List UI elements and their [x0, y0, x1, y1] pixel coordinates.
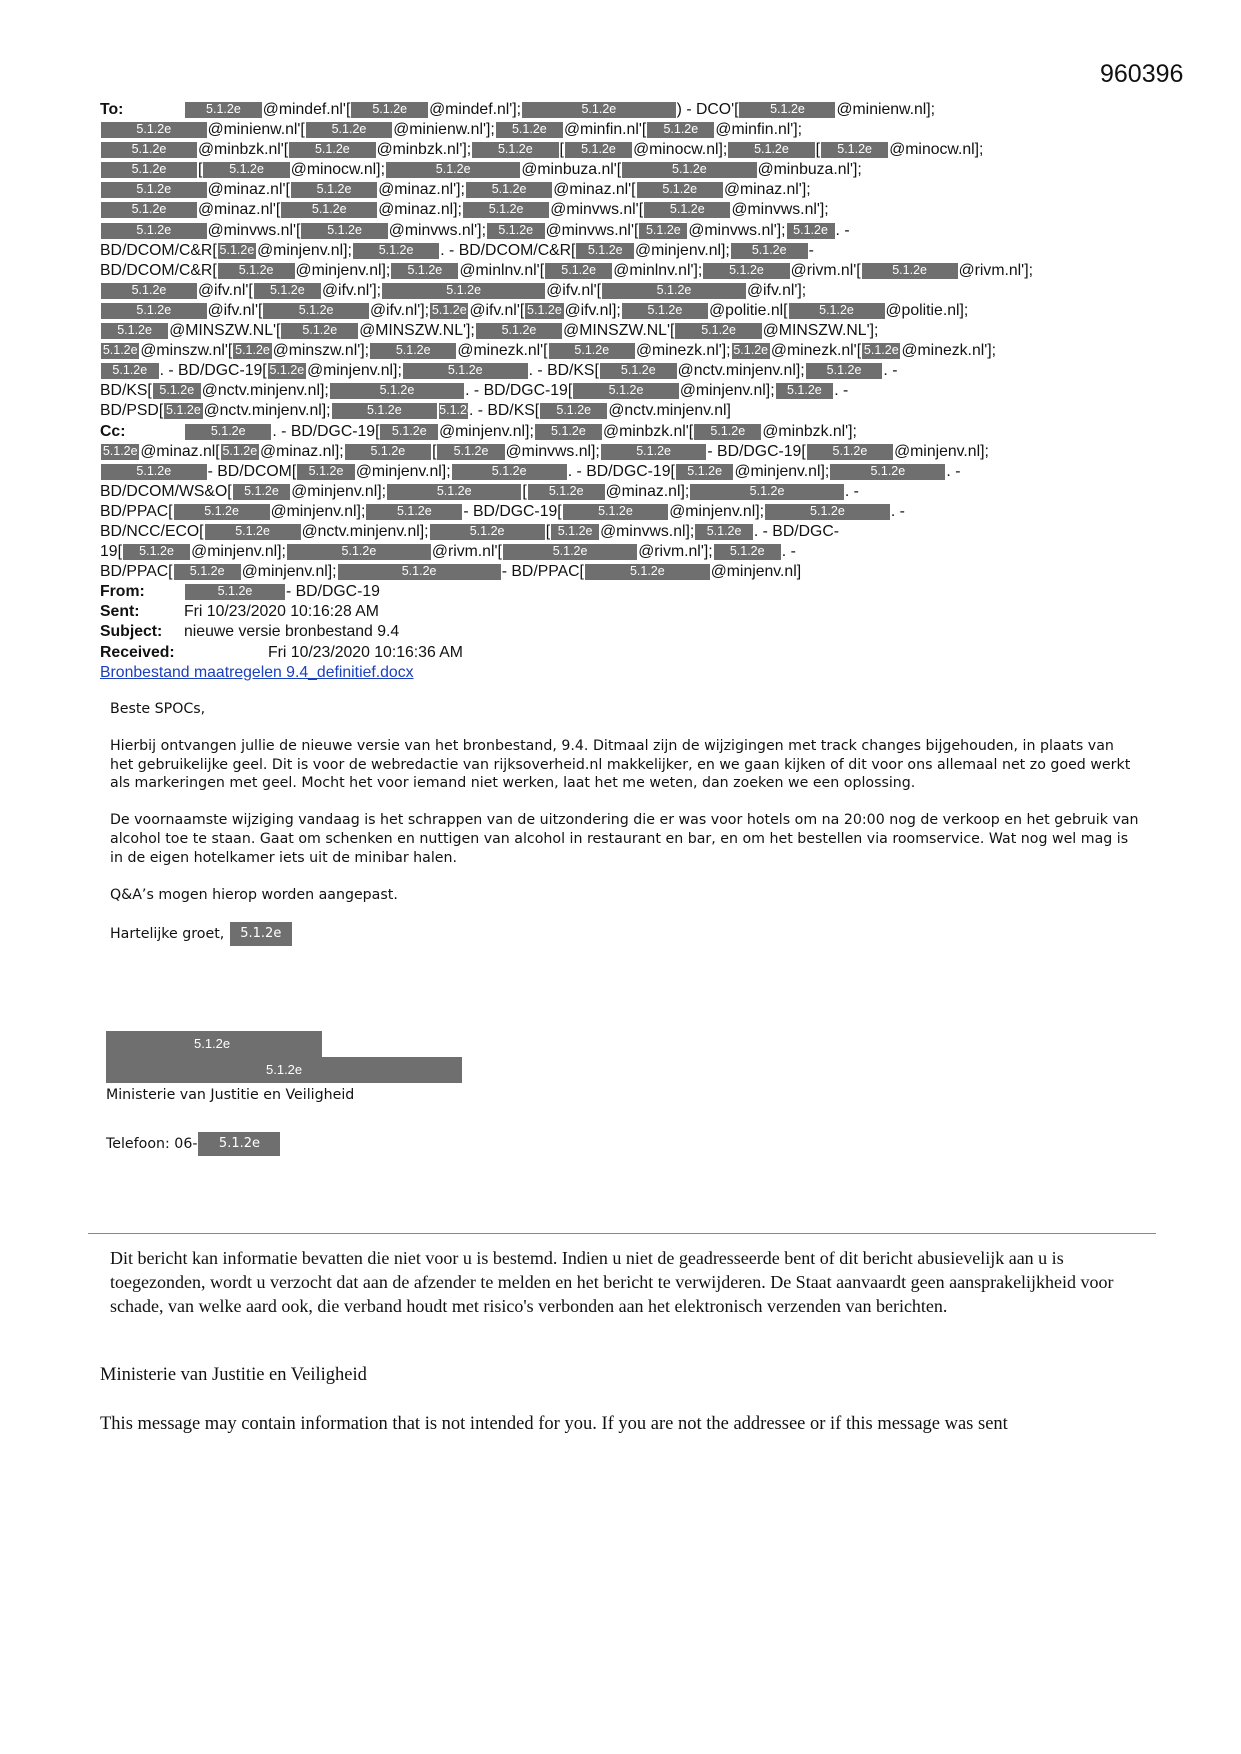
redaction-box: 5.1.2e: [676, 464, 734, 480]
recipient-line: [100, 261, 1150, 281]
address-text: @MINSZW.NL'];: [359, 322, 475, 340]
subject-label: Subject:: [100, 623, 163, 641]
redaction-box: 5.1.2e: [101, 223, 207, 239]
redaction-box: 5.1.2e: [205, 524, 301, 540]
address-text: @minjenv.nl];: [307, 362, 402, 380]
greeting: Beste SPOCs,: [110, 701, 206, 717]
redaction-box: 5.1.2e: [123, 544, 190, 560]
address-text: @minezk.nl'];: [901, 342, 997, 360]
address-text: @minvws.nl];: [505, 442, 600, 460]
message-body: [110, 700, 1140, 964]
redaction-box: 5.1.2e: [403, 363, 528, 379]
redaction-box: 5.1.2e: [622, 303, 708, 319]
disclaimer-dutch: Dit bericht kan informatie bevatten die niet voor u is bestemd. Indien u niet de geadresseerde bent of dit bericht abusievelijk aan u is toegezonden, wordt u verzocht dat aan de afzender te melden en het bericht te verwijderen. De Staat aanvaardt geen aansprakelijkheid voor schade, van welke aard ook, die verband houdt met risico's verbonden aan het elektronisch verzenden van berichten.: [110, 1248, 1114, 1316]
redaction-box: 5.1.2e: [601, 444, 707, 460]
redaction-box: 5.1.2e: [287, 544, 431, 560]
redaction-box: 5.1.2e: [297, 464, 355, 480]
from-row: [100, 582, 1150, 602]
recipient-line: [100, 562, 1150, 582]
address-text: . -: [890, 502, 905, 520]
recipient-line: [100, 140, 1150, 160]
address-text: @minaz.nl];: [378, 201, 462, 219]
redaction-box: 5.1.2e: [528, 484, 605, 500]
recipient-line: [100, 502, 1150, 522]
address-text: - BD/PPAC[: [501, 563, 584, 581]
redaction-box: 5.1.2e: [366, 504, 462, 520]
signature-redaction-1: 5.1.2e: [106, 1031, 322, 1057]
recipient-line: [100, 422, 1150, 442]
redaction-box: 5.1.2e: [332, 403, 438, 419]
redaction-box: 5.1.2e: [787, 223, 835, 239]
redaction-box: 5.1.2e: [585, 564, 710, 580]
address-text: @mindef.nl'[: [262, 101, 351, 118]
redaction-box: 5.1.2e: [291, 182, 377, 198]
address-text: @minjenv.nl];: [679, 382, 775, 400]
redaction-box: 5.1.2e: [551, 524, 599, 540]
redaction-box: 5.1.2e: [185, 584, 285, 600]
address-text: BD/PPAC[: [100, 502, 173, 520]
redaction-box: 5.1.2e: [622, 162, 756, 178]
redaction-box: 5.1.2e: [789, 303, 885, 319]
address-text: @minjenv.nl];: [291, 482, 387, 500]
redaction-box: 5.1.2e: [862, 263, 958, 279]
redaction-box: 5.1.2e: [565, 142, 632, 158]
redaction-box: 5.1.2e: [472, 142, 558, 158]
redaction-box: 5.1.2e: [466, 182, 552, 198]
redaction-box: 5.1.2e: [637, 182, 723, 198]
redaction-box: 5.1.2e: [714, 544, 781, 560]
redaction-box: 5.1.2e: [540, 403, 607, 419]
redaction-box: 5.1.2e: [776, 383, 834, 399]
address-text: . -: [781, 543, 796, 561]
address-text: @minvws.nl'[: [207, 221, 301, 239]
address-text: BD/DCOM/C&R[: [100, 261, 217, 279]
redaction-box: 5.1.2e: [289, 142, 375, 158]
address-text: [: [559, 141, 564, 159]
redaction-box: 5.1.2e: [218, 263, 295, 279]
address-text: @minvws.nl'];: [731, 201, 829, 219]
address-text: @minbuza.nl'];: [757, 161, 862, 179]
address-text: @rivm.nl'];: [638, 543, 713, 561]
recipient-line: [100, 462, 1150, 482]
address-text: @minbuza.nl'[: [521, 161, 622, 179]
address-text: @minezk.nl'];: [635, 342, 731, 360]
redaction-box: 5.1.2e: [101, 122, 207, 138]
redaction-box: 5.1.2e: [382, 283, 545, 299]
redaction-box: 5.1.2e: [230, 922, 292, 946]
recipient-line: [100, 381, 1150, 401]
address-text: @minezk.nl'[: [770, 342, 862, 360]
redaction-box: 5.1.2e: [600, 363, 677, 379]
address-text: @MINSZW.NL'[: [169, 322, 281, 340]
address-text: @minaz.nl];: [260, 442, 344, 460]
address-text: . -: [883, 362, 898, 380]
address-text: @minaz.nl'];: [723, 181, 811, 199]
redaction-box: 5.1.2e: [487, 223, 545, 239]
redaction-box: 5.1.2e: [102, 443, 138, 458]
address-text: @minfin.nl'[: [563, 121, 647, 139]
redaction-box: 5.1.2e: [330, 383, 464, 399]
redaction-box: 5.1.2e: [222, 443, 258, 458]
sent-value: Fri 10/23/2020 10:16:28 AM: [184, 603, 379, 621]
redaction-box: 5.1.2e: [387, 484, 521, 500]
redaction-box: 5.1.2e: [690, 484, 844, 500]
address-text: @rivm.nl'[: [431, 543, 502, 561]
redaction-box: 5.1.2e: [219, 242, 255, 257]
redaction-box: 5.1.2e: [102, 343, 138, 358]
address-text: @minaz.nl'];: [378, 181, 465, 199]
paragraph-1: Hierbij ontvangen jullie de nieuwe versie van het bronbestand, 9.4. Ditmaal zijn de wijzigingen met track changes bijgehouden, in plaats van het gebruikelijke geel. Dit is voor de webredactie van rijksoverheid.nl makkelijker, en we gaan kijken of dit voor ons allemaal net zo goed werkt als markeringen met geel. Mocht het voor iemand niet werken, laat het me weten, dan zoeken we een oplossing.: [110, 737, 1131, 792]
closing-line: [110, 922, 1140, 946]
recipient-line: [100, 221, 1150, 241]
redaction-box: 5.1.2e: [391, 263, 458, 279]
email-header: [100, 100, 1150, 683]
address-text: . -: [844, 482, 859, 500]
address-text: @nctv.minjenv.nl];: [201, 382, 329, 400]
redaction-box: 5.1.2e: [703, 263, 789, 279]
redaction-box: 5.1.2e: [437, 444, 504, 460]
address-text: @minbzk.nl'[: [198, 141, 289, 159]
address-text: . - BD/DGC-: [753, 522, 839, 540]
address-text: - BD/DGC-19[: [707, 442, 806, 460]
sent-label: Sent:: [100, 603, 140, 621]
recipient-line: [100, 301, 1150, 321]
from-label: From:: [100, 583, 145, 601]
received-row: [100, 643, 1150, 663]
redaction-box: 5.1.2e: [694, 424, 761, 440]
recipient-line: [100, 281, 1150, 301]
redaction-box: 5.1.2e: [675, 323, 761, 339]
redaction-box: 5.1.2e: [807, 444, 893, 460]
redaction-box: 5.1.2e: [101, 142, 197, 158]
redaction-box: 5.1.2e: [101, 162, 197, 178]
redaction-box: 5.1.2e: [101, 283, 197, 299]
recipient-line: [100, 482, 1150, 502]
address-text: ) - DCO'[: [676, 101, 739, 118]
redaction-box: 5.1.2e: [733, 343, 769, 358]
redaction-box: 5.1.2e: [476, 323, 562, 339]
address-text: . - BD/DGC-19[: [465, 382, 573, 400]
redaction-box: 5.1.2e: [198, 1132, 280, 1156]
address-text: @nctv.minjenv.nl]: [608, 402, 731, 420]
address-text: @minvws.nl'];: [388, 221, 486, 239]
redaction-box: 5.1.2e: [806, 363, 883, 379]
address-text: @MINSZW.NL'];: [762, 322, 879, 340]
address-text: @ifv.nl'];: [321, 281, 382, 299]
address-text: @minbzk.nl'];: [762, 422, 857, 440]
redaction-box: 5.1.2e: [235, 343, 270, 358]
received-value: Fri 10/23/2020 10:16:36 AM: [268, 643, 463, 661]
address-text: @mindef.nl'];: [429, 101, 522, 118]
address-text: BD/PPAC[: [100, 563, 173, 581]
address-text: @minocw.nl];: [290, 161, 385, 179]
received-label: Received:: [100, 643, 175, 661]
recipient-line: [100, 522, 1150, 542]
redaction-box: 5.1.2e: [644, 202, 730, 218]
attachment-row: [100, 663, 1150, 683]
signature-ministry: Ministerie van Justitie en Veiligheid: [106, 1087, 355, 1103]
recipient-line: [100, 542, 1150, 562]
address-text: . - BD/DCOM/C&R[: [440, 241, 576, 259]
redaction-box: 5.1.2e: [254, 283, 321, 299]
address-text: BD/PSD[: [100, 402, 164, 420]
closing: Hartelijke groet,: [110, 926, 225, 943]
address-text: @minjenv.nl]: [710, 563, 802, 581]
subject-value: nieuwe versie bronbestand 9.4: [184, 623, 400, 641]
address-text: - BD/DCOM[: [207, 462, 297, 480]
address-text: @minienw.nl'[: [207, 121, 305, 139]
redaction-box: 5.1.2e: [153, 383, 201, 399]
sent-row: [100, 602, 1150, 622]
address-text: . - BD/DGC-19[: [159, 362, 267, 380]
redaction-box: 5.1.2e: [101, 202, 197, 218]
address-text: @minaz.nl'[: [207, 181, 290, 199]
address-text: @ifv.nl];: [564, 301, 621, 319]
redaction-box: 5.1.2e: [452, 464, 567, 480]
redaction-box: 5.1.2e: [386, 162, 520, 178]
recipient-line: [100, 200, 1150, 220]
address-text: [: [432, 442, 437, 460]
address-text: @minbzk.nl'[: [603, 422, 694, 440]
cc-label: Cc:: [100, 422, 126, 440]
recipient-line: [100, 180, 1150, 200]
redaction-box: 5.1.2e: [174, 564, 241, 580]
redaction-box: 5.1.2e: [527, 302, 562, 317]
redaction-box: 5.1.2e: [863, 343, 899, 358]
redaction-box: 5.1.2e: [174, 504, 270, 520]
redaction-box: 5.1.2e: [821, 142, 888, 158]
redaction-box: 5.1.2e: [301, 223, 387, 239]
address-text: @minienw.nl'];: [393, 121, 495, 139]
address-text: BD/DCOM/C&R[: [100, 241, 217, 259]
redaction-box: 5.1.2e: [338, 564, 501, 580]
redaction-box: 5.1.2e: [549, 343, 635, 359]
redaction-box: 5.1.2e: [281, 323, 358, 339]
address-text: [: [198, 161, 203, 179]
paragraph-3: Q&A’s mogen hierop worden aangepast.: [110, 886, 398, 903]
address-text: . - BD/DGC-19[: [567, 462, 675, 480]
address-text: @minezk.nl'[: [457, 342, 548, 360]
address-text: @ifv.nl'[: [469, 301, 525, 319]
recipient-line: [100, 361, 1150, 381]
address-text: @minjenv.nl];: [734, 462, 830, 480]
address-text: @MINSZW.NL'[: [563, 322, 675, 340]
address-text: . - BD/DGC-19[: [272, 422, 380, 440]
signature-redaction-2: 5.1.2e: [106, 1057, 462, 1083]
address-text: @minaz.nl];: [605, 482, 690, 500]
redaction-box: 5.1.2e: [263, 303, 369, 319]
redaction-box: 5.1.2e: [203, 162, 289, 178]
address-text: @nctv.minjenv.nl];: [301, 522, 429, 540]
signature-phone: [106, 1132, 281, 1156]
address-text: @minocw.nl];: [633, 141, 728, 159]
address-text: BD/DCOM/WS&O[: [100, 482, 232, 500]
redaction-box: 5.1.2e: [647, 122, 714, 138]
address-text: @nctv.minjenv.nl];: [677, 362, 805, 380]
address-text: @minaz.nl'[: [553, 181, 636, 199]
redaction-box: 5.1.2e: [573, 383, 679, 399]
redaction-box: 5.1.2e: [503, 544, 637, 560]
recipient-line: [100, 100, 1150, 120]
address-text: @ifv.nl'[: [546, 281, 602, 299]
address-text: @minszw.nl'[: [140, 342, 233, 360]
redaction-box: 5.1.2e: [101, 464, 207, 480]
address-text: -: [808, 241, 814, 259]
address-text: . -: [834, 382, 849, 400]
attachment-link[interactable]: Bronbestand maatregelen 9.4_definitief.docx: [100, 663, 414, 681]
from-value: - BD/DGC-19: [286, 583, 380, 601]
redaction-box: 5.1.2e: [430, 524, 545, 540]
address-text: @minjenv.nl];: [257, 241, 352, 259]
redaction-box: 5.1.2e: [535, 424, 602, 440]
redaction-box: 5.1.2e: [431, 302, 467, 317]
redaction-box: 5.1.2e: [185, 424, 271, 440]
recipient-line: [100, 241, 1150, 261]
address-text: . - BD/KS[: [528, 362, 599, 380]
address-text: 19[: [100, 543, 122, 561]
recipient-line: [100, 120, 1150, 140]
address-text: @minszw.nl'];: [272, 342, 370, 360]
redaction-box: 5.1.2e: [439, 403, 474, 418]
address-text: @minjenv.nl];: [355, 462, 451, 480]
redaction-box: 5.1.2e: [830, 464, 945, 480]
address-text: @nctv.minjenv.nl];: [203, 402, 331, 420]
redaction-box: 5.1.2e: [380, 424, 438, 440]
disclaimer-ministry: Ministerie van Justitie en Veiligheid: [100, 1365, 367, 1385]
document-number: 960396: [1100, 60, 1184, 88]
redaction-box: 5.1.2e: [731, 243, 808, 259]
address-text: . -: [946, 462, 961, 480]
redaction-box: 5.1.2e: [345, 444, 431, 460]
redaction-box: 5.1.2e: [101, 303, 207, 319]
redaction-box: 5.1.2e: [353, 243, 439, 259]
subject-row: [100, 622, 1150, 642]
redaction-box: 5.1.2e: [101, 182, 207, 198]
redaction-box: 5.1.2e: [728, 142, 814, 158]
redaction-box: 5.1.2e: [602, 283, 746, 299]
address-text: @minvws.nl'];: [688, 221, 786, 239]
phone-prefix: Telefoon: 06-: [106, 1136, 198, 1152]
address-text: @ifv.nl'[: [207, 301, 263, 319]
address-text: . - BD/KS[: [468, 402, 540, 420]
recipient-line: [100, 401, 1150, 421]
redaction-box: 5.1.2e: [185, 102, 262, 118]
address-text: @minjenv.nl];: [669, 502, 765, 520]
address-text: @ifv.nl'];: [747, 281, 807, 299]
address-text: @minjenv.nl];: [894, 442, 989, 460]
redaction-box: 5.1.2e: [269, 363, 305, 378]
address-text: [: [815, 141, 821, 159]
address-text: @ifv.nl'[: [198, 281, 253, 299]
recipient-line: [100, 321, 1150, 341]
redaction-box: 5.1.2e: [166, 403, 201, 418]
paragraph-2: De voornaamste wijziging vandaag is het schrappen van de uitzondering die er was voor hotels om na 20:00 nog de verkoop en het gebruik van alcohol toe te staan. Gaat om schenken en nuttigen van alcohol in restaurant en bar, en om het bestellen via roomservice. Wat nog wel mag is in de eigen hotelkamer iets uit de minibar halen.: [110, 812, 1139, 866]
address-text: @minfin.nl'];: [715, 121, 803, 139]
address-text: @minjenv.nl];: [295, 261, 391, 279]
address-text: @minvws.nl'[: [550, 201, 644, 219]
address-text: [: [522, 482, 527, 500]
redaction-box: 5.1.2e: [739, 102, 835, 118]
address-text: @minjenv.nl];: [191, 543, 286, 561]
address-text: BD/KS[: [100, 382, 152, 400]
recipient-line: [100, 160, 1150, 180]
redaction-box: 5.1.2e: [639, 223, 687, 239]
redaction-box: 5.1.2e: [545, 263, 612, 279]
address-text: [: [545, 522, 551, 540]
address-text: - BD/DGC-19[: [463, 502, 562, 520]
address-text: @politie.nl[: [709, 301, 788, 319]
disclaimer-english: This message may contain information that is not intended for you. If you are not the addressee or if this message was sent: [100, 1414, 1008, 1434]
address-text: @minbzk.nl'];: [376, 141, 472, 159]
redaction-box: 5.1.2e: [496, 122, 563, 138]
redaction-box: 5.1.2e: [576, 243, 634, 259]
to-label: To:: [100, 101, 124, 118]
redaction-box: 5.1.2e: [101, 363, 159, 379]
address-text: @minjenv.nl];: [439, 422, 534, 440]
redaction-box: 5.1.2e: [522, 102, 676, 118]
redaction-box: 5.1.2e: [563, 504, 669, 520]
address-text: @minjenv.nl];: [635, 241, 730, 259]
address-text: @minaz.nl'[: [198, 201, 281, 219]
address-text: @rivm.nl'];: [958, 261, 1033, 279]
address-text: @minvws.nl];: [600, 522, 695, 540]
redaction-box: 5.1.2e: [765, 504, 890, 520]
address-text: @ifv.nl'];: [369, 301, 430, 319]
recipient-line: [100, 442, 1150, 462]
address-text: @minvws.nl'[: [545, 221, 639, 239]
redaction-box: 5.1.2e: [306, 122, 392, 138]
redaction-box: 5.1.2e: [233, 484, 291, 500]
address-text: @minaz.nl[: [140, 442, 220, 460]
redaction-box: 5.1.2e: [281, 202, 377, 218]
address-text: @rivm.nl'[: [790, 261, 861, 279]
recipient-line: [100, 341, 1150, 361]
address-text: . -: [835, 221, 850, 239]
address-text: BD/NCC/ECO[: [100, 522, 204, 540]
address-text: @minjenv.nl];: [241, 563, 337, 581]
redaction-box: 5.1.2e: [463, 202, 549, 218]
divider: [88, 1233, 1156, 1234]
address-text: @minienw.nl];: [836, 101, 936, 118]
redaction-box: 5.1.2e: [370, 343, 456, 359]
redaction-box: 5.1.2e: [351, 102, 428, 118]
recipient-list: [100, 100, 1150, 582]
address-text: @minjenv.nl];: [270, 502, 366, 520]
redaction-box: 5.1.2e: [101, 323, 168, 339]
address-text: @minocw.nl];: [889, 141, 984, 159]
redaction-box: 5.1.2e: [695, 524, 753, 540]
address-text: @minlnv.nl'[: [459, 261, 545, 279]
address-text: @minlnv.nl'];: [613, 261, 703, 279]
address-text: @politie.nl];: [885, 301, 969, 319]
